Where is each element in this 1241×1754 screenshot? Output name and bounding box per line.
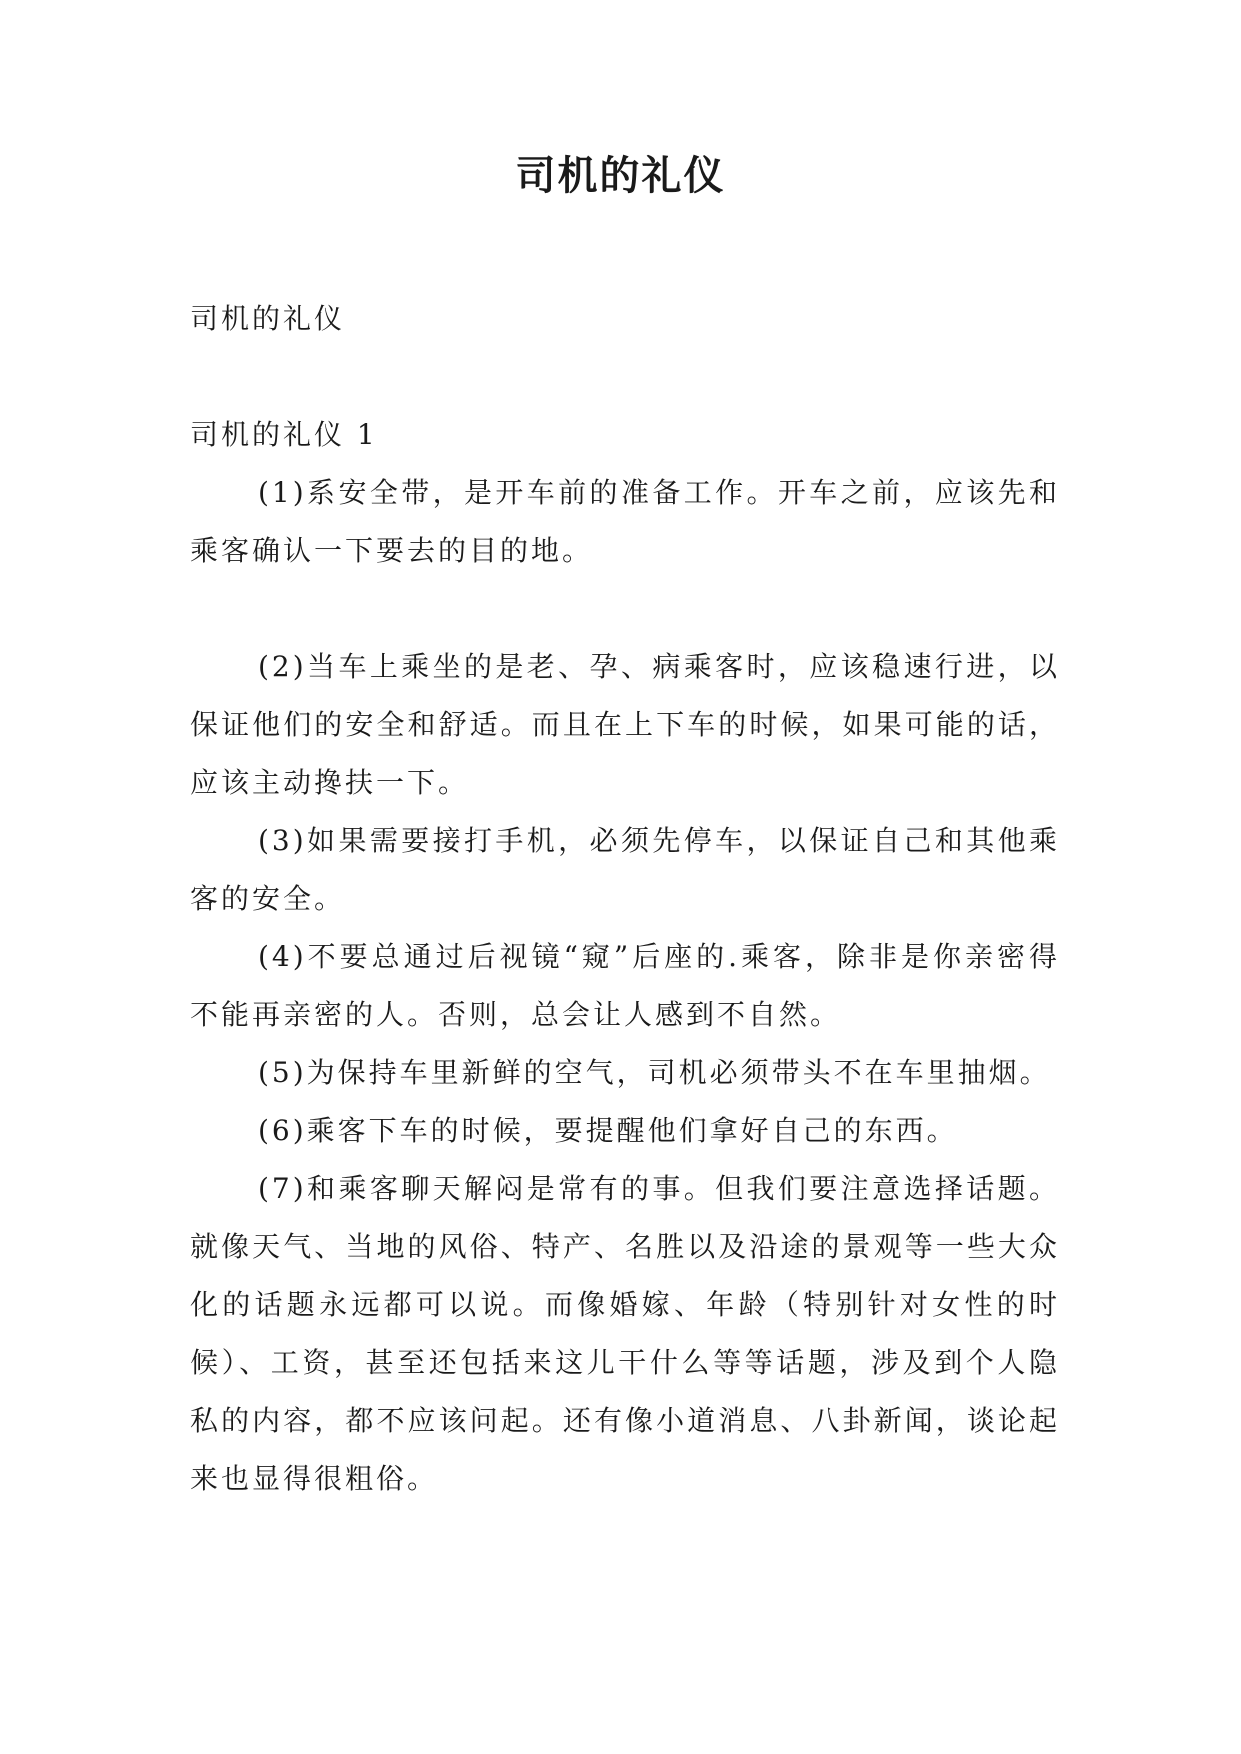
document-body (190, 290, 1060, 1508)
document-title: 司机的礼仪 (515, 153, 726, 199)
document-subtitle: 司机的礼仪 (190, 302, 346, 335)
paragraph-6: (6)乘客下车的时候，要提醒他们拿好自己的东西。 (258, 1114, 958, 1147)
section-heading: 司机的礼仪 1 (190, 418, 378, 451)
paragraph-2: (2)当车上乘坐的是老、孕、病乘客时，应该稳速行进，以保证他们的安全和舒适。而且在上下车的时候，如果可能的话，应该主动搀扶一下。 (190, 650, 1060, 799)
paragraph-1: (1)系安全带，是开车前的准备工作。开车之前，应该先和乘客确认一下要去的目的地。 (190, 476, 1060, 567)
paragraph-7: (7)和乘客聊天解闷是常有的事。但我们要注意选择话题。就像天气、当地的风俗、特产、名胜以及沿途的景观等一些大众化的话题永远都可以说。而像婚嫁、年龄（特别针对女性的时候）、工资，甚至还包括来这儿干什么等等话题，涉及到个人隐私的内容，都不应该问起。还有像小道消息、八卦新闻，谈论起来也显得很粗俗。 (190, 1172, 1060, 1495)
spacer (190, 580, 1060, 638)
paragraph-3: (3)如果需要接打手机，必须先停车，以保证自己和其他乘客的安全。 (190, 824, 1060, 915)
paragraph-4: (4)不要总通过后视镜“窥”后座的.乘客，除非是你亲密得不能再亲密的人。否则，总会让人感到不自然。 (190, 940, 1060, 1031)
spacer (190, 348, 1060, 406)
paragraph-5: (5)为保持车里新鲜的空气，司机必须带头不在车里抽烟。 (258, 1056, 1051, 1089)
